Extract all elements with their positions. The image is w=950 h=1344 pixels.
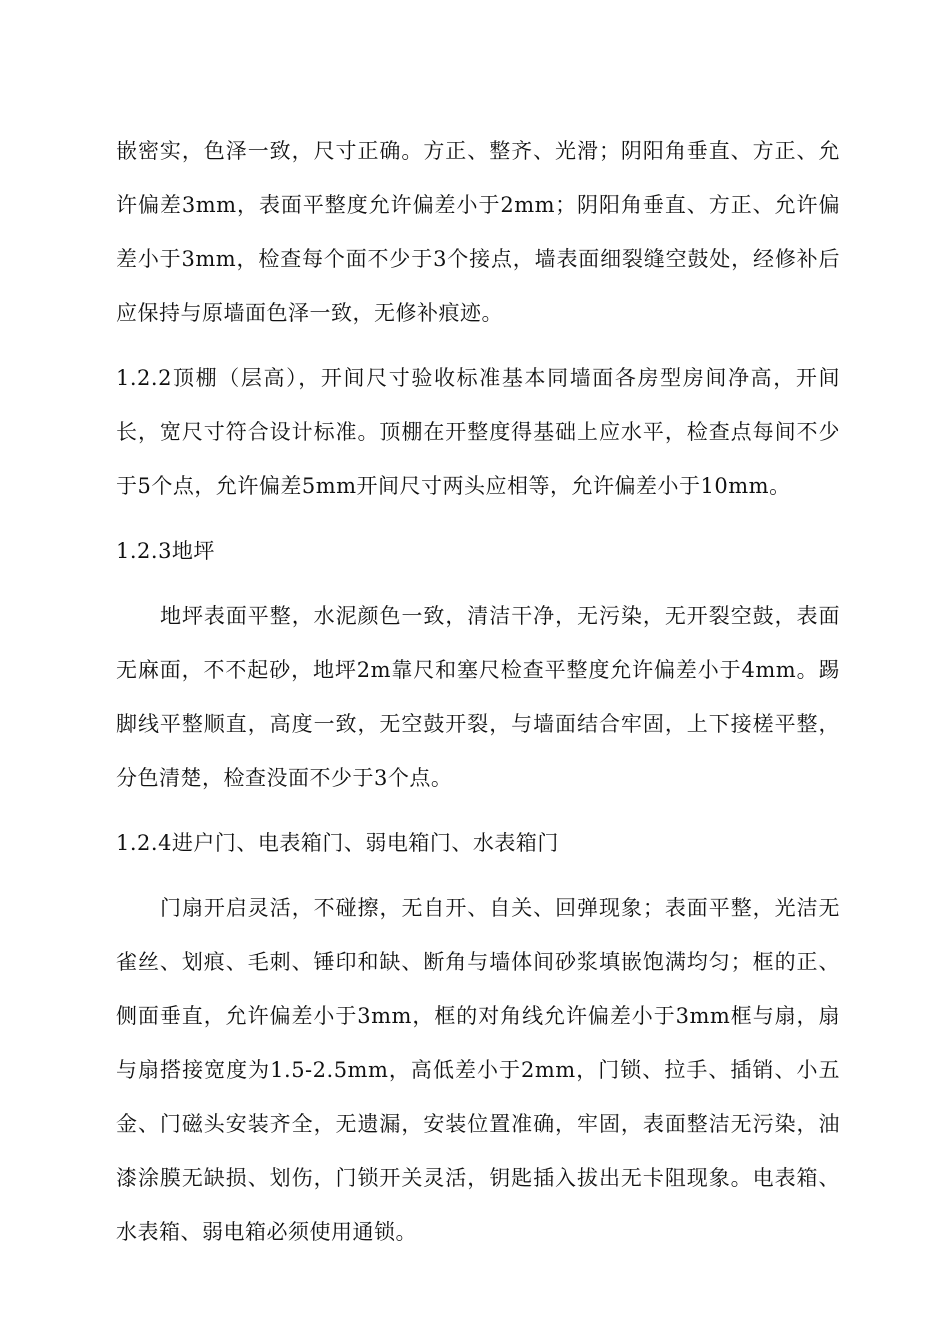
paragraph-gap (116, 805, 840, 816)
paragraph-gap (116, 578, 840, 589)
paragraph-floor: 地坪表面平整，水泥颜色一致，清洁干净，无污染，无开裂空鼓，表面无麻面，不不起砂，地坪2m靠尺和塞尺检查平整度允许偏差小于4mm。踢脚线平整顺直，高度一致，无空鼓开裂，与墙面结合牢固，上下接槎平整，分色清楚，检查没面不少于3个点。 (116, 604, 840, 790)
paragraph-gap (116, 870, 840, 881)
paragraph-doors: 门扇开启灵活，不碰擦，无自开、自关、回弹现象；表面平整，光洁无雀丝、划痕、毛刺、锤印和缺、断角与墙体间砂浆填嵌饱满均匀；框的正、侧面垂直，允许偏差小于3mm，框的对角线允许偏差小于3mm框与扇，扇与扇搭接宽度为1.5-2.5mm，高低差小于2mm，门锁、拉手、插销、小五金、门磁头安装齐全，无遗漏，安装位置准确，牢固，表面整洁无污染，油漆涂膜无缺损、划伤，门锁开关灵活，钥匙插入拔出无卡阻现象。电表箱、水表箱、弱电箱必须使用通锁。 (116, 896, 840, 1244)
paragraph-wall-tolerance: 嵌密实，色泽一致，尺寸正确。方正、整齐、光滑；阴阳角垂直、方正、允许偏差3mm，表面平整度允许偏差小于2mm；阴阳角垂直、方正、允许偏差小于3mm，检查每个面不少于3个接点，墙表面细裂缝空鼓处，经修补后应保持与原墙面色泽一致，无修补痕迹。 (116, 139, 840, 325)
document-page (116, 124, 840, 1259)
section-heading-doors: 1.2.4进户门、电表箱门、弱电箱门、水表箱门 (116, 831, 559, 855)
paragraph-ceiling: 1.2.2顶棚（层高），开间尺寸验收标准基本同墙面各房型房间净高，开间长，宽尺寸符合设计标准。顶棚在开整度得基础上应水平，检查点每间不少于5个点，允许偏差5mm开间尺寸两头应相等，允许偏差小于10mm。 (116, 366, 840, 498)
section-heading-floor: 1.2.3地坪 (116, 539, 215, 563)
paragraph-gap (116, 513, 840, 524)
paragraph-gap (116, 340, 840, 351)
